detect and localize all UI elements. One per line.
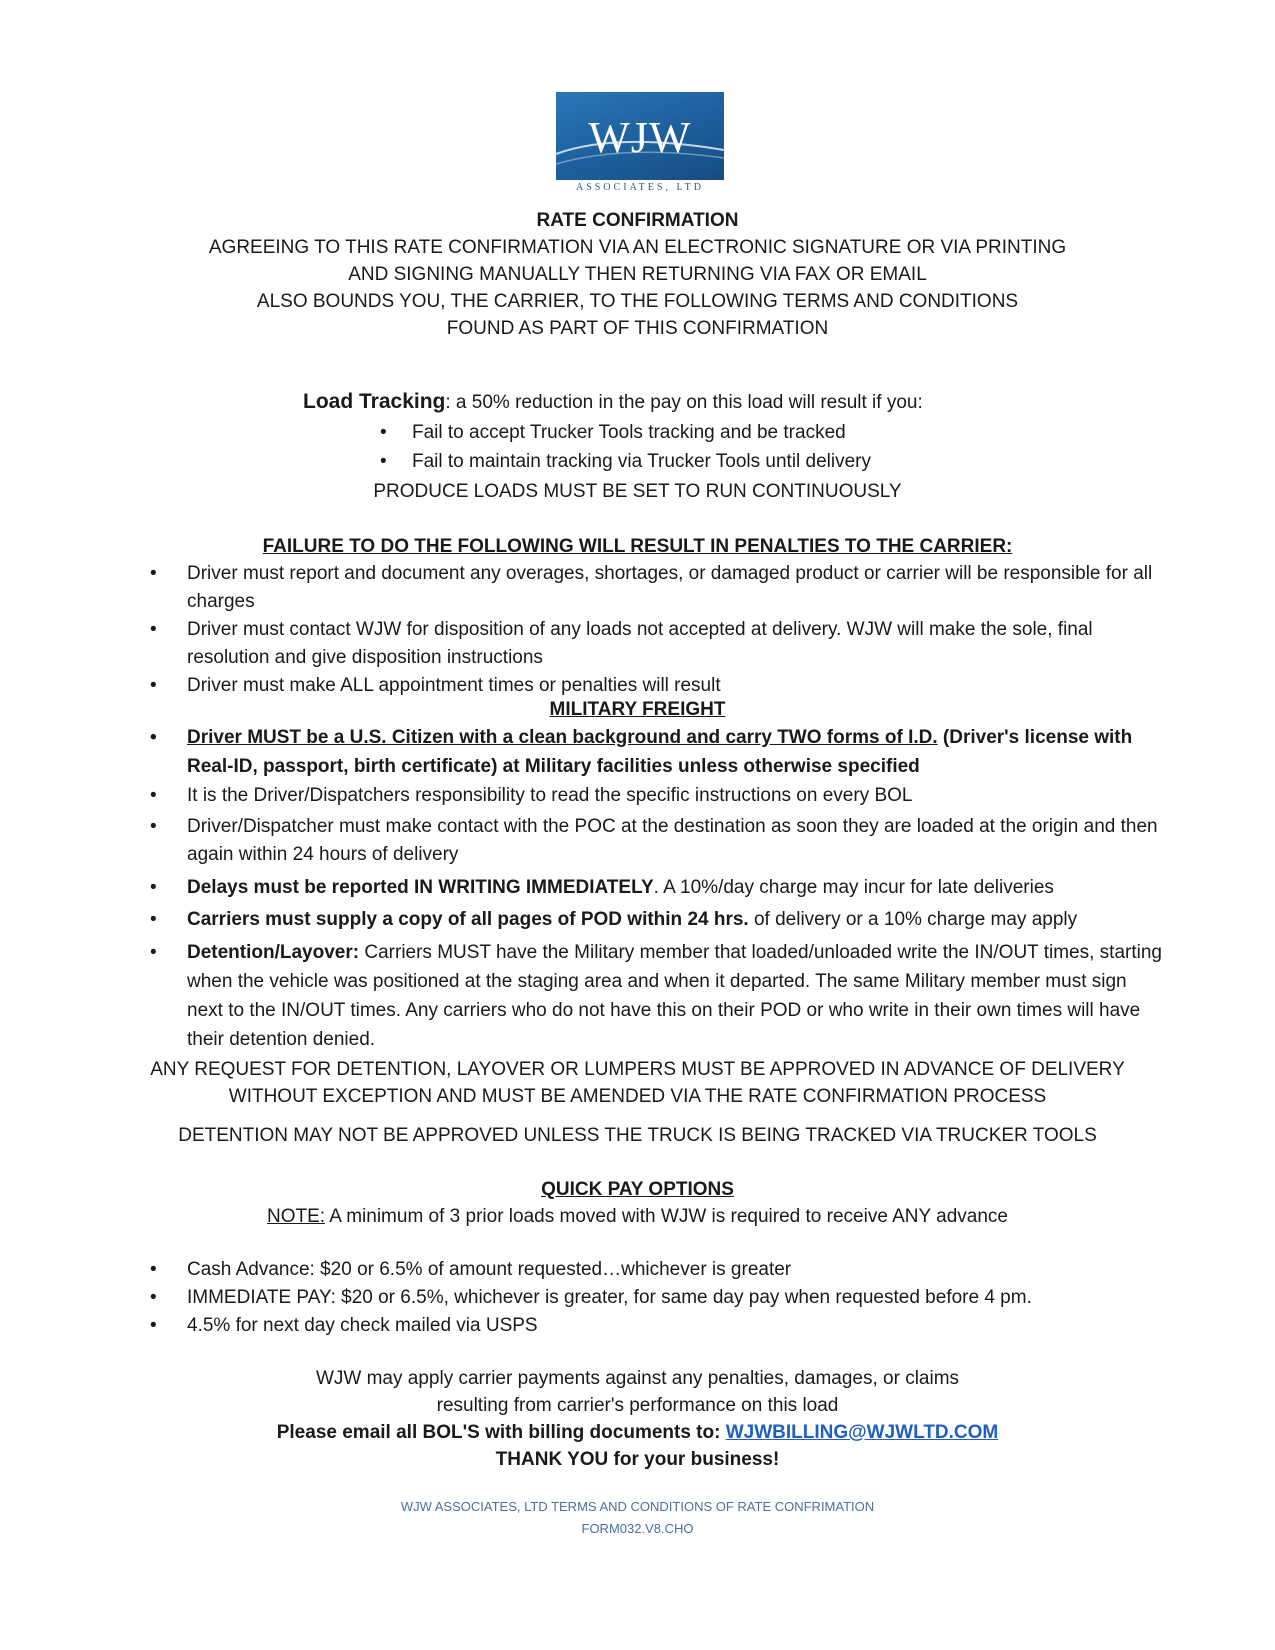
list-item-text: Driver must contact WJW for disposition of any loads not accepted at delivery. WJW will make the sole, final resolution and give disposition instructions (187, 619, 1093, 668)
list-item-text: Carriers must supply a copy of all pages of POD within 24 hrs. (187, 909, 749, 930)
intro-line: AND SIGNING MANUALLY THEN RETURNING VIA FAX OR EMAIL (348, 264, 927, 285)
logo-mark: WJW (588, 113, 692, 162)
note-label: NOTE: (267, 1206, 326, 1227)
document-title: RATE CONFIRMATION (536, 210, 739, 231)
detention-notice-line: WITHOUT EXCEPTION AND MUST BE AMENDED VIA THE RATE CONFIRMATION PROCESS (228, 1086, 1047, 1107)
intro-line: AGREEING TO THIS RATE CONFIRMATION VIA AN ELECTRONIC SIGNATURE OR VIA PRINTING (208, 237, 1067, 258)
load-tracking-list (0, 418, 871, 476)
produce-note: PRODUCE LOADS MUST BE SET TO RUN CONTINUOUSLY (373, 481, 902, 502)
logo-subtitle: ASSOCIATES, LTD (576, 182, 704, 193)
intro-line: FOUND AS PART OF THIS CONFIRMATION (446, 318, 829, 339)
list-item (0, 418, 871, 447)
quick-pay-list (0, 1256, 1275, 1340)
note-text: A minimum of 3 prior loads moved with WJW is required to receive ANY advance (325, 1206, 1008, 1227)
billing-email-link[interactable]: WJWBILLING@WJWLTD.COM (725, 1422, 999, 1443)
list-item-text: (Driver's license with Real-ID, passport, birth certificate) at Military facilities unless otherwise specified (187, 727, 1133, 777)
list-item (0, 616, 1275, 672)
list-item-text: Delays must be reported IN WRITING IMMEDIATELY (187, 877, 654, 898)
bullet-icon: • (150, 816, 157, 837)
list-item-text: Driver must make ALL appointment times or penalties will result (187, 675, 721, 696)
list-item-text: Fail to maintain tracking via Trucker Tools until delivery (412, 451, 872, 472)
list-item-text: of delivery or a 10% charge may apply (748, 909, 1078, 930)
list-item (0, 813, 1275, 869)
detention-notice-line: ANY REQUEST FOR DETENTION, LAYOVER OR LUMPERS MUST BE APPROVED IN ADVANCE OF DELIVERY (150, 1059, 1125, 1080)
company-logo (556, 92, 724, 194)
detention-tracking-note: DETENTION MAY NOT BE APPROVED UNLESS THE TRUCK IS BEING TRACKED VIA TRUCKER TOOLS (178, 1125, 1097, 1146)
email-prefix: Please email all BOL'S with billing documents to: (276, 1422, 726, 1443)
quick-pay-heading: QUICK PAY OPTIONS (541, 1179, 734, 1200)
military-list (0, 723, 1275, 1054)
bullet-icon: • (380, 451, 387, 472)
list-item-text: 4.5% for next day check mailed via USPS (187, 1315, 538, 1336)
bullet-icon: • (150, 877, 157, 898)
billing-email-line (0, 1419, 1275, 1447)
list-item (0, 874, 1275, 902)
military-heading: MILITARY FREIGHT (549, 699, 726, 720)
closing-line: WJW may apply carrier payments against any penalties, damages, or claims (315, 1368, 960, 1389)
bullet-icon: • (150, 619, 157, 640)
list-item-text: IMMEDIATE PAY: $20 or 6.5%, whichever is greater, for same day pay when requested before 4 pm. (187, 1287, 1032, 1308)
list-item-text: Driver MUST be a U.S. Citizen with a clean background and carry TWO forms of I.D. (187, 727, 938, 748)
list-item (0, 1312, 1275, 1340)
list-item-text: Driver must report and document any overages, shortages, or damaged product or carrier will be responsible for all charges (187, 563, 1153, 612)
bullet-icon: • (150, 785, 157, 806)
bullet-icon: • (150, 942, 157, 963)
bullet-icon: • (150, 909, 157, 930)
list-item (0, 1284, 1275, 1312)
bullet-icon: • (150, 1259, 157, 1280)
list-item (0, 906, 1275, 934)
footer-line: WJW ASSOCIATES, LTD TERMS AND CONDITIONS OF RATE CONFRIMATION (400, 1499, 875, 1514)
list-item-text: Detention/Layover: (187, 942, 360, 963)
bullet-icon: • (150, 675, 157, 696)
quick-pay-note (0, 1203, 1275, 1231)
load-tracking-text: : a 50% reduction in the pay on this load will result if you: (445, 392, 923, 413)
load-tracking-key: Load Tracking (303, 390, 446, 413)
thank-you-line: THANK YOU for your business! (495, 1449, 780, 1470)
list-item-text: . A 10%/day charge may incur for late deliveries (653, 877, 1054, 898)
footer-form-code: FORM032.V8.CHO (581, 1521, 694, 1536)
penalties-heading: FAILURE TO DO THE FOLLOWING WILL RESULT IN PENALTIES TO THE CARRIER: (262, 536, 1013, 557)
list-item (0, 447, 871, 476)
closing-line: resulting from carrier's performance on this load (436, 1395, 839, 1416)
list-item-text: Cash Advance: $20 or 6.5% of amount requested…whichever is greater (187, 1259, 792, 1280)
list-item-text: Carriers MUST have the Military member that loaded/unloaded write the IN/OUT times, starting when the vehicle was positioned at the staging area and when it departed. The same Military member must sign next to the IN/OUT times. Any carriers who do not have this on their POD or who write in their own times will have their detention denied. (187, 942, 1162, 1050)
intro-line: ALSO BOUNDS YOU, THE CARRIER, TO THE FOLLOWING TERMS AND CONDITIONS (256, 291, 1019, 312)
bullet-icon: • (150, 727, 157, 748)
bullet-icon: • (150, 563, 157, 584)
bullet-icon: • (380, 422, 387, 443)
load-tracking-line (303, 388, 923, 417)
list-item (0, 1256, 1275, 1284)
list-item (0, 560, 1275, 616)
bullet-icon: • (150, 1287, 157, 1308)
list-item-text: Fail to accept Trucker Tools tracking and be tracked (412, 422, 846, 443)
list-item (0, 938, 1275, 1054)
list-item (0, 782, 1275, 810)
bullet-icon: • (150, 1315, 157, 1336)
list-item (0, 723, 1275, 781)
list-item-text: Driver/Dispatcher must make contact with the POC at the destination as soon they are loaded at the origin and then again within 24 hours of delivery (187, 816, 1158, 865)
penalties-list (0, 560, 1275, 700)
list-item-text: It is the Driver/Dispatchers responsibility to read the specific instructions on every BOL (187, 785, 913, 806)
